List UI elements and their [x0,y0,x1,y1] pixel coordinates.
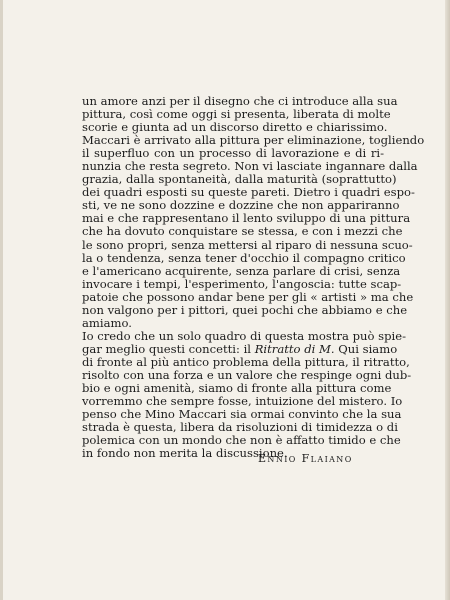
text-line: strada è questa, libera da risoluzioni di timidezza o di [82,420,398,435]
paragraph-1 [82,94,425,330]
text-line: scorie e giunta ad un discorso diretto e chiarissimo. [82,120,388,135]
text-line: Io credo che un solo quadro di questa mostra può spie- [82,328,406,343]
text-line: pittura, così come oggi si presenta, liberata di molte [82,107,391,122]
text-line: mai e che rappresentano il lento sviluppo di una pittura [82,211,411,226]
page-right-edge [445,0,450,600]
text-line: dei quadri esposti su queste pareti. Dietro i quadri espo- [82,185,415,200]
text-line: non valgono per i pittori, quei pochi che abbiamo e che [82,302,408,317]
text-line: la o tendenza, senza tener d'occhio il compagno critico [82,250,406,265]
text-line: vorremmo che sempre fosse, intuizione del mistero. Io [82,394,403,409]
text-line: amiamo. [82,315,132,330]
text-line: di fronte al più antico problema della pittura, il ritratto, [82,354,410,369]
text-line: bio e ogni amenità, siamo di fronte alla pittura come [82,381,392,396]
text-line: Maccari è arrivato alla pittura per eliminazione, togliendo [82,133,425,148]
text-line: risolto con una forza e un valore che respinge ogni dub- [82,367,412,382]
text-line-with-title [82,341,398,356]
text-fragment: Qui siamo [334,341,398,356]
text-fragment: gar meglio questi concetti: il [82,341,255,356]
text-line: penso che Mino Maccari sia ormai convinto che la sua [82,407,402,422]
text-line: in fondo non merita la discussione. [82,446,288,461]
text-line: un amore anzi per il disegno che ci introduce alla sua [82,94,398,108]
paragraph-2 [82,328,412,461]
body-text [82,94,425,461]
text-line: grazia, dalla spontaneità, dalla maturità (soprattutto) [82,172,397,187]
text-line: il superfluo con un processo di lavorazione e di ri- [82,146,384,161]
text-line: nunzia che resta segreto. Non vi lasciate ingannare dalla [82,159,418,174]
text-line: sti, ve ne sono dozzine e dozzine che non appariranno [82,198,400,213]
text-line: e l'americano acquirente, senza parlare di crisi, senza [82,263,401,278]
text-line: polemica con un mondo che non è affatto timido e che [82,433,401,448]
author-signature: Ennio Flaiano [258,452,353,465]
text-line: patoie che possono andar bene per gli « artisti » ma che [82,289,414,304]
text-line: le sono propri, senza mettersi al riparo di nessuna scuo- [82,237,413,252]
page-left-edge [0,0,3,600]
text-line: che ha dovuto conquistare se stessa, e con i mezzi che [82,224,403,239]
text-line: invocare i tempi, l'esperimento, l'angoscia: tutte scap- [82,276,402,291]
artwork-title: Ritratto di M. [254,341,335,356]
